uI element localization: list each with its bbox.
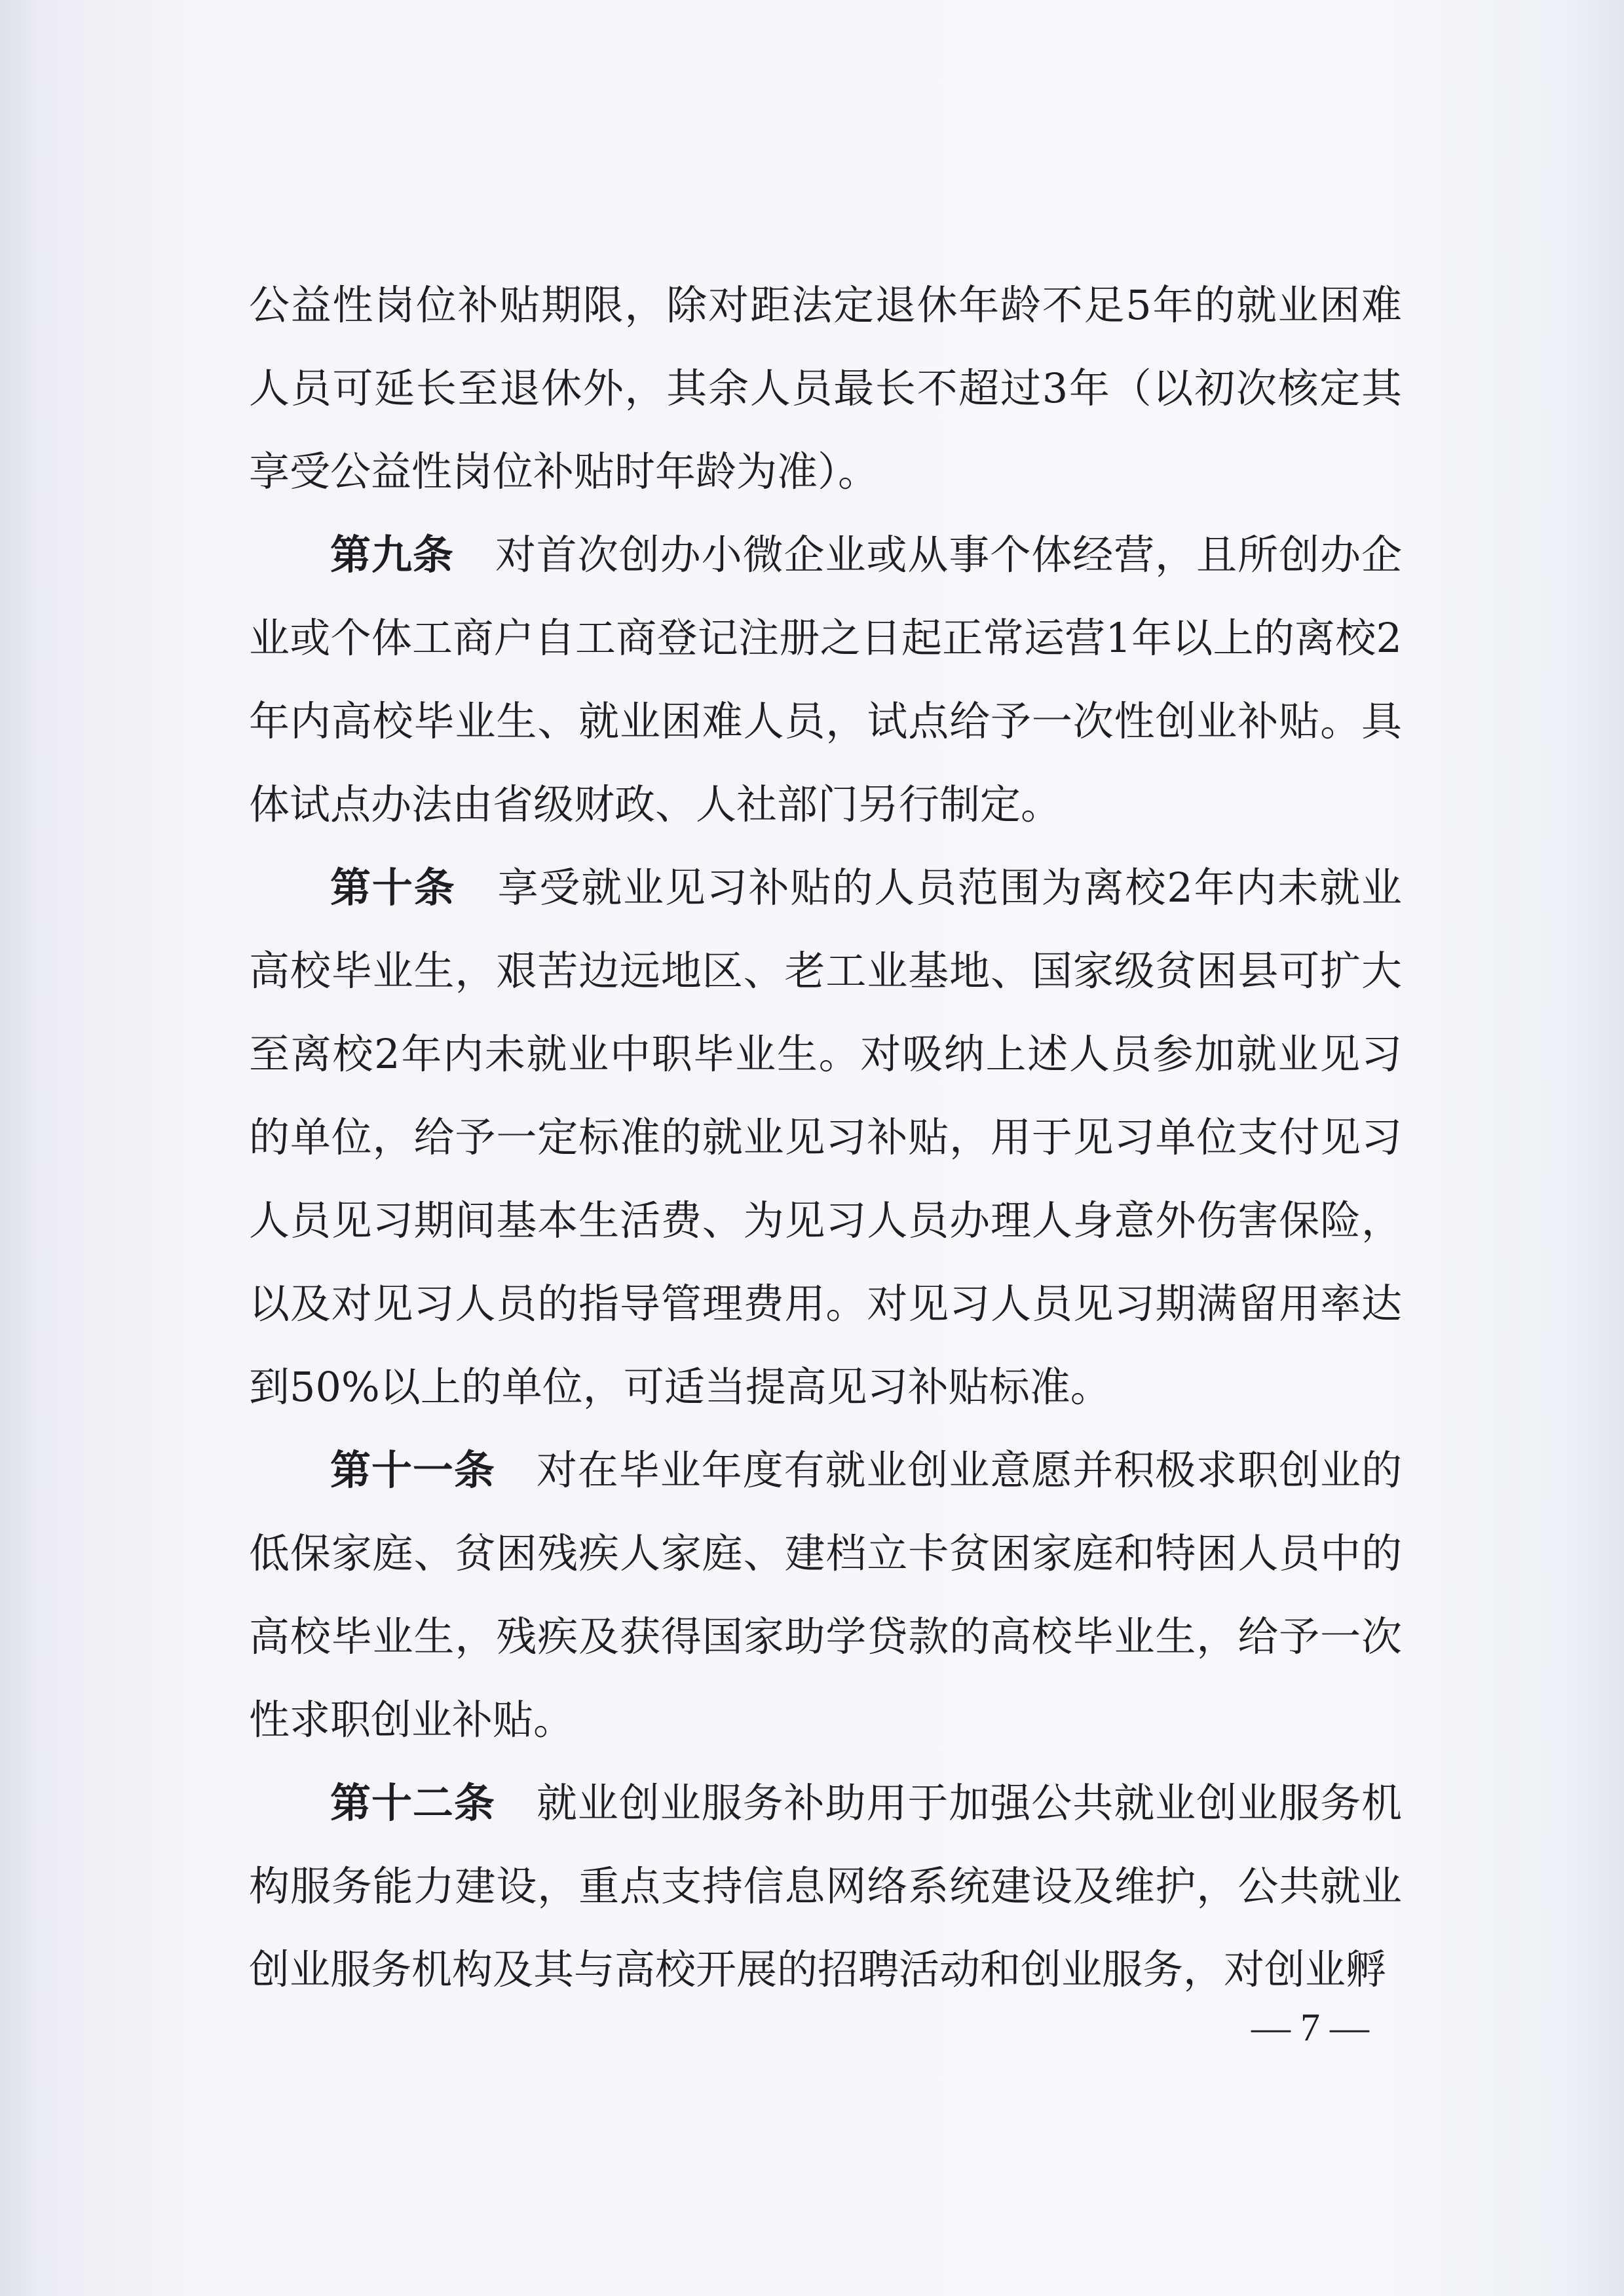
- paragraph-text: 对在毕业年度有就业创业意愿并积极求职创业的低保家庭、贫困残疾人家庭、建档立卡贫困家庭和特困人员中的高校毕业生，残疾及获得国家助学贷款的高校毕业生，给予一次性求职创业补贴。: [249, 1446, 1402, 1744]
- paragraph-article-12: [249, 1761, 1402, 2011]
- article-heading: 第十一条: [330, 1446, 495, 1494]
- paragraph-continuation: [249, 263, 1402, 513]
- article-heading: 第九条: [330, 531, 454, 579]
- paragraph-text: 享受就业见习补贴的人员范围为离校2年内未就业高校毕业生，艰苦边远地区、老工业基地、国家级贫困县可扩大至离校2年内未就业中职毕业生。对吸纳上述人员参加就业见习的单位，给予一定标准的就业见习补贴，用于见习单位支付见习人员见习期间基本生活费、为见习人员办理人身意外伤害保险，以及对见习人员的指导管理费用。对见习人员见习期满留用率达到50%以上的单位，可适当提高见习补贴标准。: [249, 864, 1402, 1411]
- paragraph-text: 公益性岗位补贴期限，除对距法定退休年龄不足5年的就业困难人员可延长至退休外，其余人员最长不超过3年（以初次核定其享受公益性岗位补贴时年龄为准）。: [249, 281, 1402, 495]
- page-number: — 7 —: [1251, 2006, 1369, 2049]
- paragraph-article-9: [249, 513, 1402, 846]
- paragraph-text: 对首次创办小微企业或从事个体经营，且所创办企业或个体工商户自工商登记注册之日起正常运营1年以上的离校2年内高校毕业生、就业困难人员，试点给予一次性创业补贴。具体试点办法由省级财政、人社部门另行制定。: [249, 531, 1402, 828]
- paragraph-article-10: [249, 846, 1402, 1428]
- paragraph-text: 就业创业服务补助用于加强公共就业创业服务机构服务能力建设，重点支持信息网络系统建设及维护，公共就业创业服务机构及其与高校开展的招聘活动和创业服务，对创业孵: [249, 1779, 1402, 1993]
- scan-shadow-right: [1565, 0, 1624, 2296]
- paragraph-article-11: [249, 1428, 1402, 1761]
- document-body: [249, 263, 1402, 2011]
- article-heading: 第十条: [330, 864, 456, 911]
- article-heading: 第十二条: [330, 1779, 495, 1827]
- scan-shadow-left: [0, 0, 39, 2296]
